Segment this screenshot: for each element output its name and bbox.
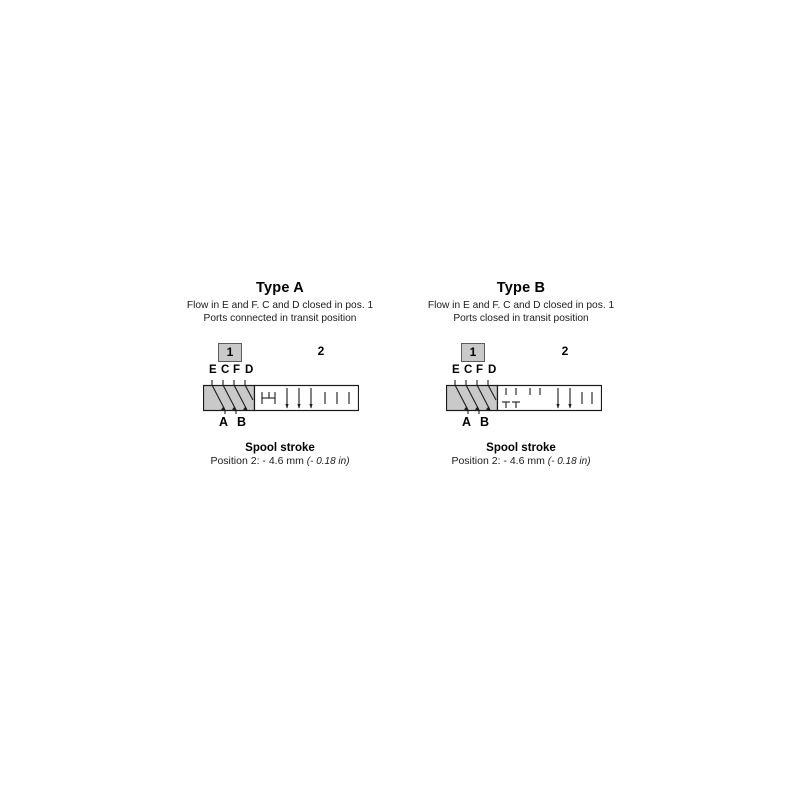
valve-symbol-graphic-type-b	[366, 380, 676, 414]
block-title-type-b: Type B	[496, 280, 546, 296]
block-description-type-b	[366, 300, 676, 325]
spool-stroke-imperial: (- 0.18 in)	[547, 456, 591, 467]
port-label-C: C	[464, 364, 473, 376]
bottom-port-labels-type-b	[366, 415, 676, 432]
valve-symbol-block-type-b	[366, 280, 676, 468]
port-label-F: F	[233, 364, 241, 376]
port-label-D: D	[245, 364, 254, 376]
position-2-label: 2	[317, 344, 325, 358]
block-title-type-a: Type A	[256, 280, 304, 296]
spool-stroke-value-type-b	[366, 455, 676, 468]
description-line-1: Flow in E and F. C and D closed in pos. 1	[186, 300, 374, 311]
position-1-active-box: 1	[461, 343, 485, 362]
position-2-label: 2	[561, 344, 569, 358]
port-label-E: E	[209, 364, 217, 376]
description-line-1: Flow in E and F. C and D closed in pos. 1	[427, 300, 615, 311]
port-label-A: A	[462, 415, 472, 429]
top-port-labels-type-b	[366, 364, 676, 379]
description-line-2: Ports connected in transit position	[203, 312, 357, 324]
port-label-F: F	[476, 364, 484, 376]
description-line-2: Ports closed in transit position	[453, 312, 589, 324]
spool-stroke-title-type-b: Spool stroke	[486, 442, 556, 454]
port-label-B: B	[480, 415, 490, 429]
position-indicator-row-type-b	[366, 342, 676, 364]
port-label-A: A	[219, 415, 229, 429]
port-label-E: E	[452, 364, 460, 376]
port-label-D: D	[488, 364, 497, 376]
position-1-active-box: 1	[218, 343, 242, 362]
spool-stroke-imperial: (- 0.18 in)	[306, 456, 350, 467]
spool-stroke-title-type-a: Spool stroke	[245, 442, 315, 454]
spool-stroke-metric: Position 2: - 4.6 mm	[210, 455, 304, 467]
port-label-C: C	[221, 364, 230, 376]
port-label-B: B	[237, 415, 247, 429]
spool-stroke-metric: Position 2: - 4.6 mm	[451, 455, 545, 467]
